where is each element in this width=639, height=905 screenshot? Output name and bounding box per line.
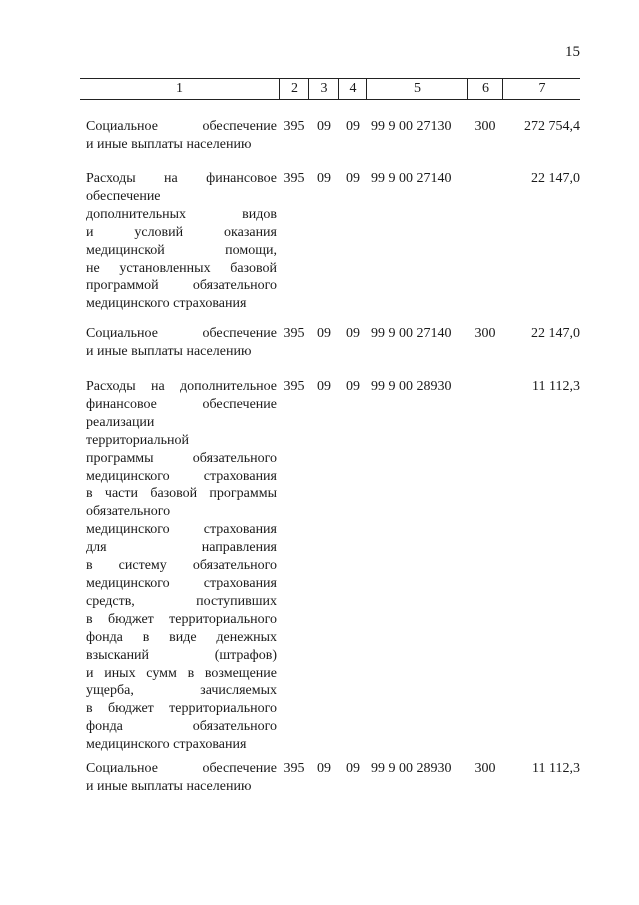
row-name-line: Социальное обеспечение (86, 119, 277, 134)
cell-c4: 09 (346, 326, 360, 341)
row-name-line: обязательного (86, 504, 171, 520)
header-col-3: 3 (308, 79, 339, 99)
cell-c3: 09 (317, 326, 331, 341)
table-header (80, 78, 580, 100)
row-name-line: в части базовой программы (86, 486, 277, 502)
cell-c3: 09 (317, 171, 331, 186)
cell-c5: 99 9 00 27130 (371, 119, 452, 134)
row-name (86, 378, 277, 754)
row-name-line: Социальное обеспечение (86, 326, 277, 341)
row-name-line: программы обязательного (86, 450, 277, 466)
row-name-line: фонда в виде денежных (86, 629, 277, 645)
cell-c5: 99 9 00 27140 (371, 171, 452, 186)
cell-c4: 09 (346, 171, 360, 186)
row-name-line: медицинского страхования (86, 296, 247, 312)
cell-c4: 09 (346, 379, 360, 394)
cell-c4: 09 (346, 119, 360, 134)
cell-c6: 300 (474, 119, 496, 134)
header-col-1: 1 (176, 81, 183, 96)
row-name-line: и иные выплаты населению (86, 136, 252, 152)
row-name (86, 118, 277, 154)
row-name-line: медицинского страхования (86, 575, 277, 591)
row-name-line: ущерба, зачисляемых (86, 683, 277, 699)
row-name-line: в систему обязательного (86, 558, 277, 574)
row-name-line: дополнительных видов (86, 206, 277, 222)
row-name-line: Расходы на дополнительное (86, 379, 277, 394)
row-name (86, 170, 277, 313)
cell-c7: 22 147,0 (531, 326, 580, 341)
cell-c2: 395 (283, 171, 305, 186)
cell-c2: 395 (283, 326, 305, 341)
cell-c2: 395 (283, 379, 305, 394)
cell-c7: 11 112,3 (532, 761, 580, 776)
header-col-5: 5 (366, 79, 468, 99)
row-name-line: медицинской помощи, (86, 242, 277, 258)
cell-c7: 11 112,3 (532, 379, 580, 394)
cell-c6: 300 (474, 326, 496, 341)
cell-c7: 22 147,0 (531, 171, 580, 186)
header-col-7: 7 (502, 79, 581, 99)
cell-c7: 272 754,4 (524, 119, 580, 134)
header-col-4: 4 (338, 79, 367, 99)
row-name-line: медицинского страхования (86, 468, 277, 484)
row-name-line: фонда обязательного (86, 719, 277, 735)
cell-c5: 99 9 00 27140 (371, 326, 452, 341)
row-name-line: и иные выплаты населению (86, 343, 252, 359)
row-name-line: Расходы на финансовое (86, 171, 277, 186)
header-col-2: 2 (279, 79, 309, 99)
page-number: 15 (565, 44, 580, 60)
row-name-line: программой обязательного (86, 278, 277, 294)
row-name-line: средств, поступивших (86, 593, 277, 609)
row-name-line: территориальной (86, 432, 189, 448)
row-name-line: и иных сумм в возмещение (86, 665, 277, 681)
row-name-line: не установленных базовой (86, 260, 277, 276)
row-name-line: обеспечение (86, 188, 161, 204)
row-name-line: в бюджет территориального (86, 611, 277, 627)
row-name-line: взысканий (штрафов) (86, 647, 277, 663)
row-name-line: финансовое обеспечение (86, 396, 277, 412)
row-name-line: для направления (86, 540, 277, 556)
cell-c3: 09 (317, 119, 331, 134)
cell-c6: 300 (474, 761, 496, 776)
row-name (86, 325, 277, 361)
header-col-6: 6 (467, 79, 503, 99)
row-name-line: в бюджет территориального (86, 701, 277, 717)
cell-c2: 395 (283, 761, 305, 776)
row-name-line: медицинского страхования (86, 737, 247, 753)
cell-c3: 09 (317, 379, 331, 394)
cell-c5: 99 9 00 28930 (371, 761, 452, 776)
row-name-line: и условий оказания (86, 224, 277, 240)
row-name-line: реализации (86, 414, 155, 430)
cell-c4: 09 (346, 761, 360, 776)
cell-c2: 395 (283, 119, 305, 134)
row-name-line: Социальное обеспечение (86, 761, 277, 776)
cell-c5: 99 9 00 28930 (371, 379, 452, 394)
row-name-line: и иные выплаты населению (86, 778, 252, 794)
row-name-line: медицинского страхования (86, 522, 277, 538)
cell-c3: 09 (317, 761, 331, 776)
row-name (86, 760, 277, 796)
